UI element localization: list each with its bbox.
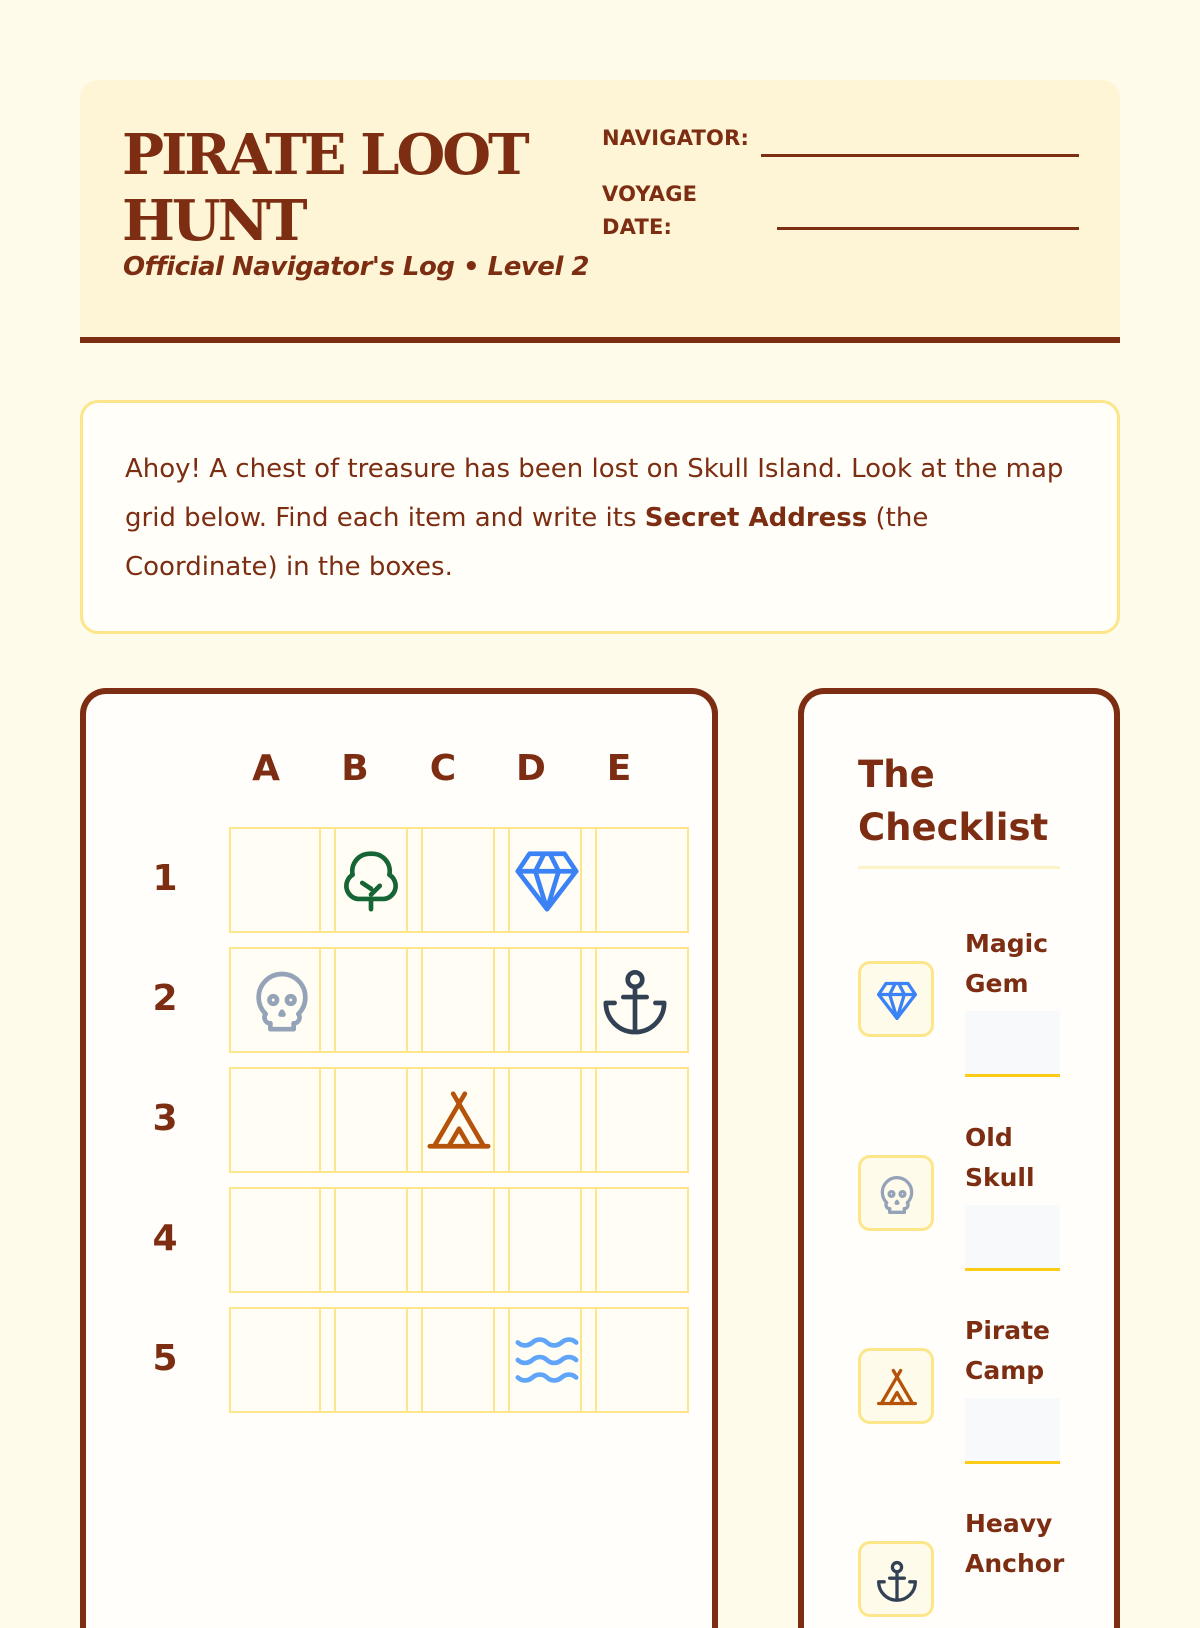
checklist-tent-icon-box bbox=[858, 1348, 934, 1424]
checklist-item-label bbox=[965, 1118, 1075, 1198]
checklist-item-label bbox=[965, 1504, 1075, 1584]
checklist-skull-icon-box bbox=[858, 1155, 934, 1231]
instructions-bold: Secret Address bbox=[644, 503, 868, 533]
checklist-title-line1: The bbox=[858, 753, 935, 796]
column-header-d: D bbox=[516, 748, 546, 789]
checklist-item-label bbox=[965, 924, 1075, 1004]
anchor-icon[interactable] bbox=[600, 965, 670, 1035]
gem-icon[interactable] bbox=[512, 845, 582, 915]
checklist-item-line1: Heavy bbox=[965, 1509, 1053, 1538]
answer-box-skull[interactable] bbox=[965, 1205, 1060, 1271]
page-subtitle: Official Navigator's Log • Level 2 bbox=[123, 252, 589, 282]
answer-box-gem[interactable] bbox=[965, 1011, 1060, 1077]
instructions-box bbox=[80, 400, 1120, 634]
row-header-2: 2 bbox=[152, 978, 178, 1019]
checklist-title-line2: Checklist bbox=[858, 806, 1049, 849]
answer-box-tent[interactable] bbox=[965, 1398, 1060, 1464]
column-header-a: A bbox=[252, 748, 280, 789]
checklist-item-line1: Magic bbox=[965, 929, 1049, 958]
checklist-item-line2: Anchor bbox=[965, 1549, 1065, 1578]
row-header-4: 4 bbox=[152, 1218, 178, 1259]
checklist-anchor-icon-box bbox=[858, 1541, 934, 1617]
checklist-item-line2: Skull bbox=[965, 1163, 1035, 1192]
tent-icon[interactable] bbox=[424, 1085, 494, 1155]
checklist-title bbox=[858, 748, 1078, 854]
row-header-1: 1 bbox=[152, 858, 178, 899]
checklist-divider bbox=[858, 866, 1060, 869]
worksheet-header bbox=[80, 80, 1120, 343]
checklist-item-label bbox=[965, 1311, 1075, 1391]
tree-icon[interactable] bbox=[336, 845, 406, 915]
navigator-label: NAVIGATOR: bbox=[602, 126, 750, 150]
anchor-icon bbox=[875, 1558, 919, 1602]
column-header-e: E bbox=[606, 748, 632, 789]
column-header-c: C bbox=[429, 748, 457, 789]
instructions-text-end: (the Coordinate) in the boxes. bbox=[125, 503, 929, 582]
skull-icon[interactable] bbox=[247, 965, 317, 1035]
waves-icon[interactable] bbox=[512, 1325, 582, 1395]
voyage-label: VOYAGE bbox=[602, 182, 698, 206]
grid-row-1 bbox=[229, 827, 689, 933]
checklist-item-line2: Camp bbox=[965, 1356, 1045, 1385]
date-label: DATE: bbox=[602, 215, 673, 239]
checklist-item-line1: Pirate bbox=[965, 1316, 1050, 1345]
voyage-date-line[interactable] bbox=[777, 227, 1079, 230]
gem-icon bbox=[875, 978, 919, 1022]
instructions-text: Ahoy! A chest of treasure has been lost on Skull Island. Look at the map grid below. Find each item and write its bbox=[125, 454, 1064, 533]
grid-row-5 bbox=[229, 1307, 689, 1413]
checklist-item-line1: Old bbox=[965, 1123, 1013, 1152]
column-header-b: B bbox=[341, 748, 369, 789]
checklist-item-line2: Gem bbox=[965, 969, 1029, 998]
grid-row-4 bbox=[229, 1187, 689, 1293]
navigator-line[interactable] bbox=[761, 154, 1079, 157]
row-header-3: 3 bbox=[152, 1098, 178, 1139]
tent-icon bbox=[875, 1365, 919, 1409]
skull-icon bbox=[875, 1172, 919, 1216]
page-title: PIRATE LOOT HUNT bbox=[122, 122, 527, 254]
checklist-gem-icon-box bbox=[858, 961, 934, 1037]
row-header-5: 5 bbox=[152, 1338, 178, 1379]
